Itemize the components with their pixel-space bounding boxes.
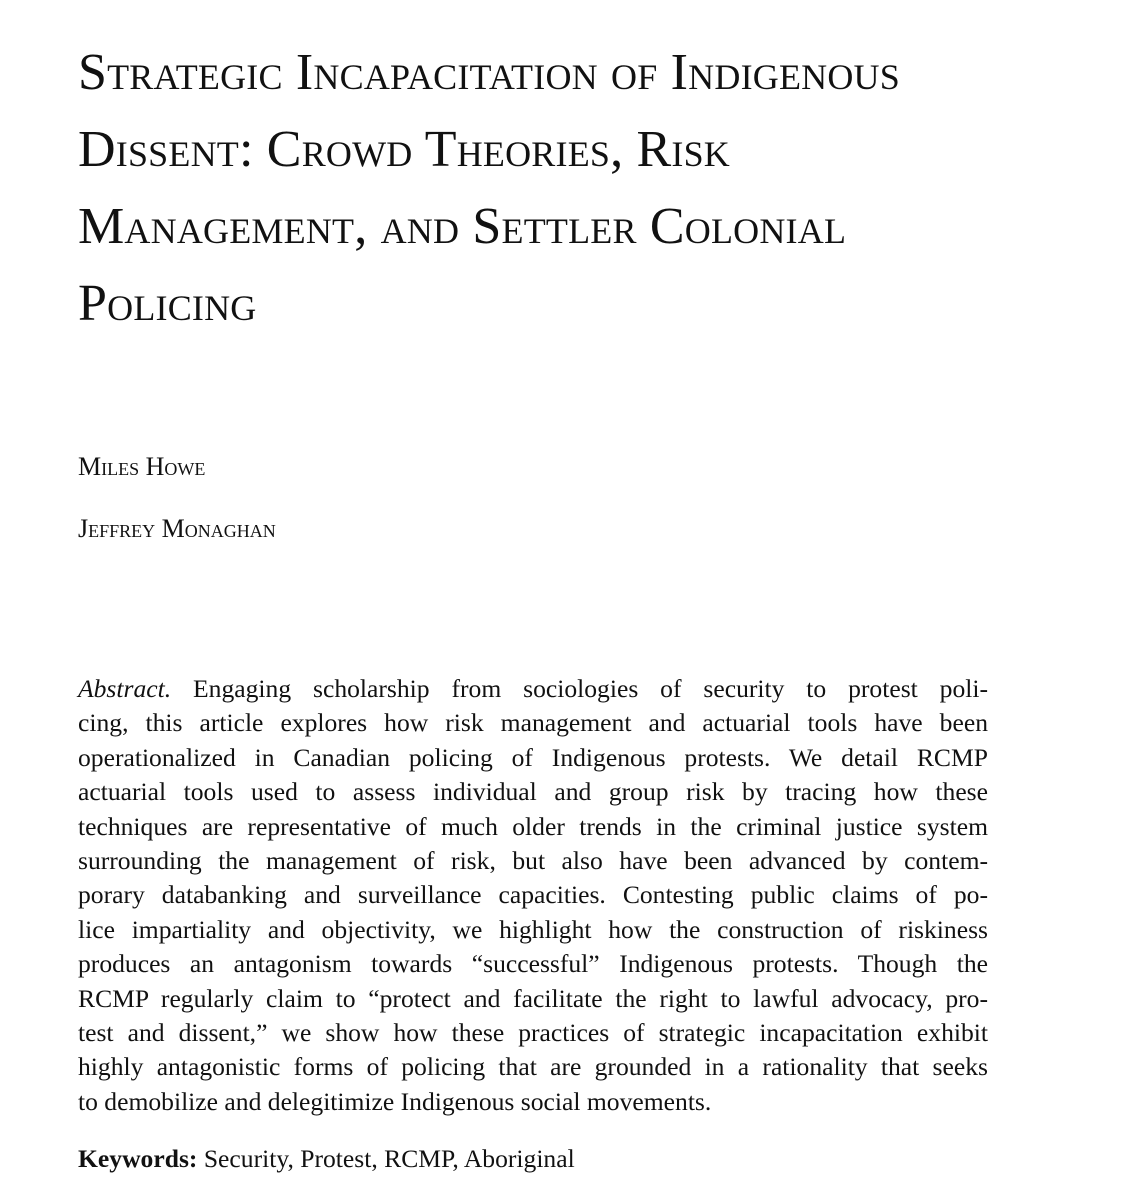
- abstract-line: lice impartiality and objectivity, we highlight how the construction of riskiness: [78, 914, 988, 944]
- abstract-line: produces an antagonism towards “successful” Indigenous protests. Though the: [78, 949, 988, 979]
- title-line: Policing: [78, 275, 257, 332]
- title-line: Strategic Incapacitation of Indigenous: [78, 44, 900, 101]
- keywords-value: Security, Protest, RCMP, Aboriginal: [197, 1144, 575, 1173]
- abstract-label: Abstract.: [78, 674, 172, 703]
- abstract-line: cing, this article explores how risk management and actuarial tools have been: [78, 708, 988, 738]
- keywords-label: Keywords:: [78, 1144, 198, 1173]
- abstract-line: techniques are representative of much older trends in the criminal justice system: [78, 811, 988, 841]
- abstract-line: actuarial tools used to assess individual and group risk by tracing how these: [78, 777, 988, 807]
- keywords: [78, 1142, 575, 1176]
- abstract-line: test and dissent,” we show how these practices of strategic incapacitation exhibit: [78, 1018, 988, 1048]
- abstract-line: RCMP regularly claim to “protect and facilitate the right to lawful advocacy, pro-: [78, 983, 988, 1013]
- author-name: Jeffrey Monaghan: [78, 514, 276, 543]
- author-name: Miles Howe: [78, 452, 206, 481]
- title-line: Dissent: Crowd Theories, Risk: [78, 121, 730, 178]
- author-list: [78, 452, 276, 576]
- abstract-line: highly antagonistic forms of policing that are grounded in a rationality that seeks: [78, 1052, 988, 1082]
- abstract-first-line-text: Engaging scholarship from sociologies of security to protest poli-: [171, 674, 988, 703]
- abstract-line: to demobilize and delegitimize Indigenous social movements.: [78, 1086, 712, 1116]
- paper-title: [78, 34, 990, 342]
- abstract-line: [78, 672, 988, 706]
- title-line: Management, and Settler Colonial: [78, 198, 847, 255]
- abstract: [78, 672, 988, 1119]
- abstract-line: porary databanking and surveillance capacities. Contesting public claims of po-: [78, 880, 988, 910]
- abstract-line: operationalized in Canadian policing of Indigenous protests. We detail RCMP: [78, 742, 988, 772]
- abstract-line: surrounding the management of risk, but also have been advanced by contem-: [78, 846, 988, 876]
- paper-header: [78, 34, 990, 342]
